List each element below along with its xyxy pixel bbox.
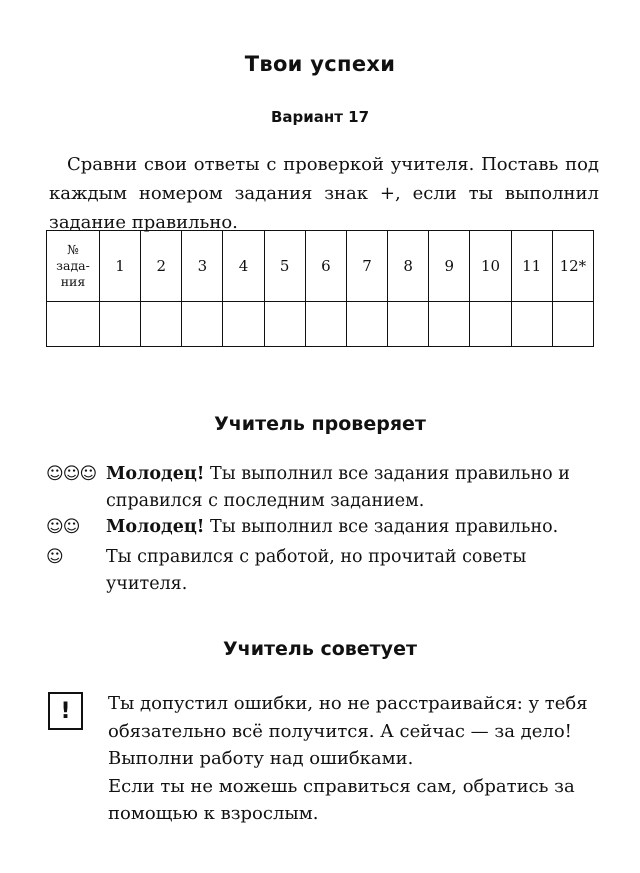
task-number-cell: 5 bbox=[264, 231, 305, 302]
task-numbers-row bbox=[47, 231, 594, 302]
teacher-checks-heading: Учитель проверяет bbox=[214, 413, 426, 435]
task-number-cell: 12* bbox=[552, 231, 593, 302]
mark-cell[interactable] bbox=[182, 301, 223, 346]
mark-cell[interactable] bbox=[470, 301, 511, 346]
mark-cell[interactable] bbox=[429, 301, 470, 346]
marks-row bbox=[47, 301, 594, 346]
smiley-icon: ☺☺☺ bbox=[46, 464, 97, 484]
task-number-cell: 2 bbox=[141, 231, 182, 302]
task-number-cell: 6 bbox=[305, 231, 346, 302]
advice-text bbox=[108, 690, 598, 828]
page-title: Твои успехи bbox=[244, 52, 396, 76]
task-number-cell: 10 bbox=[470, 231, 511, 302]
mark-cell[interactable] bbox=[552, 301, 593, 346]
task-number-cell: 7 bbox=[346, 231, 387, 302]
teacher-advice-heading: Учитель советует bbox=[223, 638, 417, 660]
praise-word: Молодец! bbox=[106, 464, 205, 484]
advice-paragraph: Выполни работу над ошибками. bbox=[108, 748, 414, 769]
grade-text: Ты выполнил все задания правильно. bbox=[204, 517, 559, 537]
task-number-cell: 4 bbox=[223, 231, 264, 302]
marks-row-label-cell bbox=[47, 301, 100, 346]
task-number-cell: 11 bbox=[511, 231, 552, 302]
advice-paragraph: Ты допустил ошибки, но не расстраивайся: у тебя обязательно всё получится. А сейчас — за дело! bbox=[108, 693, 588, 742]
variant-label: Вариант 17 bbox=[270, 108, 370, 126]
score-table bbox=[46, 230, 594, 347]
task-number-cell: 9 bbox=[429, 231, 470, 302]
task-number-header: № зада- ния bbox=[47, 231, 100, 302]
mark-cell[interactable] bbox=[305, 301, 346, 346]
task-number-cell: 8 bbox=[388, 231, 429, 302]
instructions-text: Сравни свои ответы с проверкой учителя. Поставь под каждым номером задания знак +, если ты выполнил задание правильно. bbox=[49, 154, 599, 233]
mark-cell[interactable] bbox=[388, 301, 429, 346]
mark-cell[interactable] bbox=[100, 301, 141, 346]
advice-paragraph: Если ты не можешь справиться сам, обратись за помощью к взрослым. bbox=[108, 775, 575, 824]
task-number-cell: 3 bbox=[182, 231, 223, 302]
mark-cell[interactable] bbox=[223, 301, 264, 346]
praise-word: Молодец! bbox=[106, 517, 205, 537]
exclamation-box-icon: ! bbox=[48, 692, 83, 730]
mark-cell[interactable] bbox=[346, 301, 387, 346]
mark-cell[interactable] bbox=[141, 301, 182, 346]
mark-cell[interactable] bbox=[511, 301, 552, 346]
smiley-icon: ☺☺ bbox=[46, 517, 80, 537]
grade-text: Ты выполнил все задания правильно и справился с последним заданием. bbox=[106, 464, 570, 511]
smiley-icon: ☺ bbox=[46, 547, 63, 567]
task-number-cell: 1 bbox=[100, 231, 141, 302]
mark-cell[interactable] bbox=[264, 301, 305, 346]
grade-text: Ты справился с работой, но прочитай советы учителя. bbox=[106, 547, 527, 594]
